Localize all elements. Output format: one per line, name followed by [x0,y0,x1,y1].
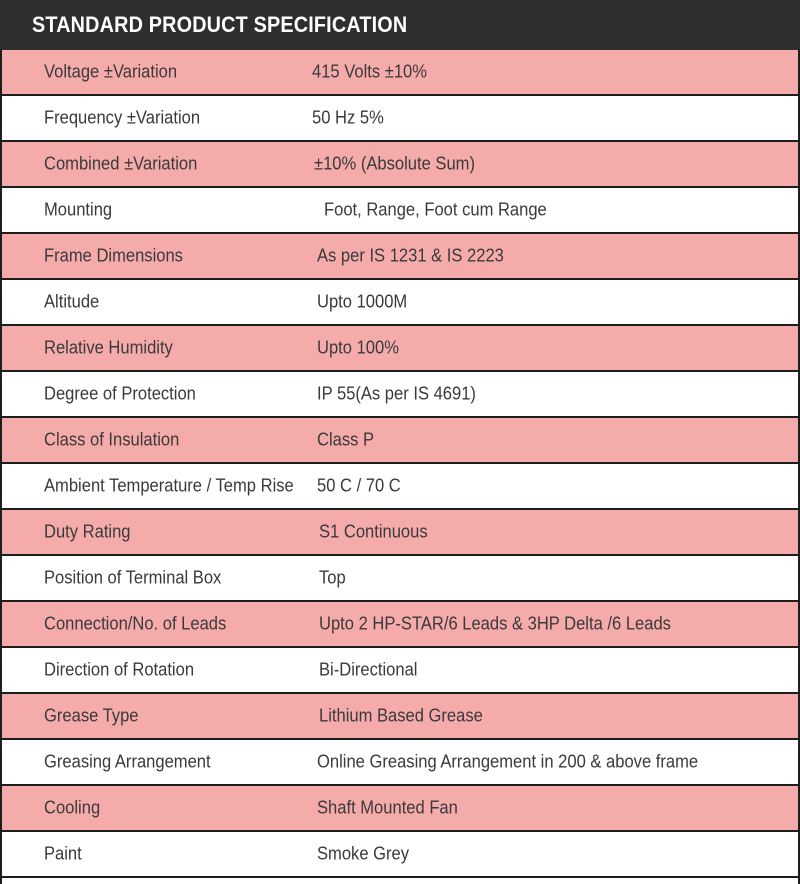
spec-row-voltage [0,50,800,96]
spec-row-direction-of-rotation [0,648,800,694]
spec-row-duty-rating [0,510,800,556]
spec-value: Upto 1000M [317,291,408,312]
spec-table [0,50,800,878]
spec-label: Grease Type [44,705,139,726]
spec-row-greasing-arrangement [0,740,800,786]
spec-row-grease-type [0,694,800,740]
spec-row-combined [0,142,800,188]
spec-value: 415 Volts ±10% [312,61,427,82]
spec-row-class-of-insulation [0,418,800,464]
spec-label: Cooling [44,797,101,818]
spec-value: Foot, Range, Foot cum Range [324,199,547,220]
spec-label: Ambient Temperature / Temp Rise [44,475,294,496]
spec-value: ±10% (Absolute Sum) [314,153,475,174]
spec-label: Relative Humidity [44,337,173,358]
spec-label: Frequency ±Variation [44,107,201,128]
spec-row-connection-leads [0,602,800,648]
spec-value: Smoke Grey [317,843,410,864]
spec-row-altitude [0,280,800,326]
spec-label: Direction of Rotation [44,659,195,680]
spec-row-mounting [0,188,800,234]
spec-value: Lithium Based Grease [319,705,483,726]
page-title: STANDARD PRODUCT SPECIFICATION [32,12,408,37]
spec-value: Shaft Mounted Fan [317,797,458,818]
spec-label: Paint [44,843,82,864]
spec-label: Connection/No. of Leads [44,613,227,634]
spec-label: Frame Dimensions [44,245,183,266]
spec-label: Position of Terminal Box [44,567,222,588]
spec-label: Duty Rating [44,521,131,542]
spec-row-relative-humidity [0,326,800,372]
spec-value: Bi-Directional [319,659,418,680]
spec-row-frequency [0,96,800,142]
table-border-left [0,50,2,884]
spec-label: Degree of Protection [44,383,196,404]
spec-row-ambient-temperature [0,464,800,510]
spec-label: Class of Insulation [44,429,180,450]
spec-row-position-of-terminal-box [0,556,800,602]
spec-value: Class P [317,429,375,450]
spec-value: Upto 2 HP-STAR/6 Leads & 3HP Delta /6 Leads [319,613,671,634]
spec-label: Voltage ±Variation [44,61,178,82]
spec-label: Greasing Arrangement [44,751,211,772]
spec-row-frame-dimensions [0,234,800,280]
spec-header [0,0,800,50]
spec-value: Upto 100% [317,337,399,358]
spec-row-cooling [0,786,800,832]
spec-row-paint [0,832,800,878]
spec-label: Combined ±Variation [44,153,198,174]
spec-label: Altitude [44,291,100,312]
spec-value: Top [319,567,346,588]
spec-value: Online Greasing Arrangement in 200 & above frame [317,751,699,772]
spec-row-degree-of-protection [0,372,800,418]
spec-value: IP 55(As per IS 4691) [317,383,476,404]
spec-value: 50 C / 70 C [317,475,401,496]
spec-value: As per IS 1231 & IS 2223 [317,245,504,266]
spec-value: S1 Continuous [319,521,428,542]
spec-value: 50 Hz 5% [312,107,384,128]
spec-label: Mounting [44,199,113,220]
